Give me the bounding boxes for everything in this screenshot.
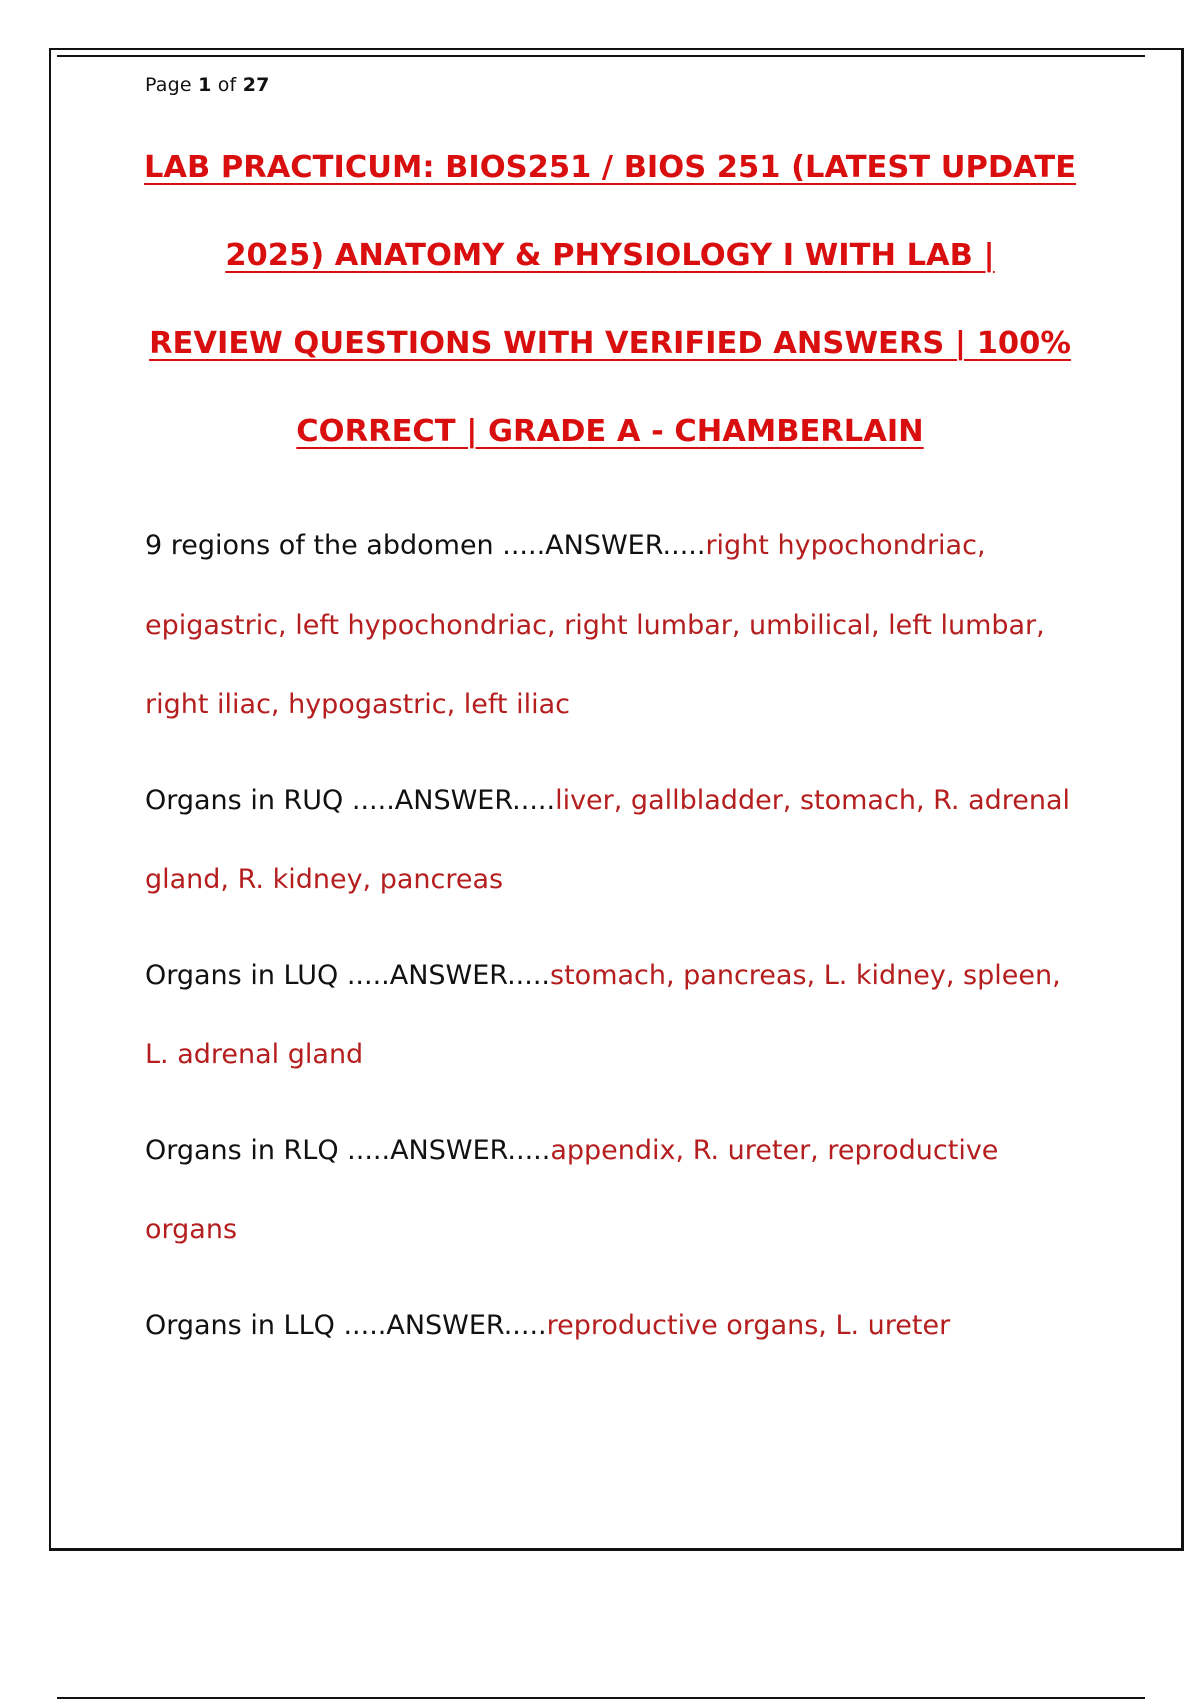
page-current: 1 — [198, 74, 212, 96]
title-line — [130, 140, 1090, 228]
answer-separator: .....ANSWER..... — [338, 1134, 551, 1166]
answer-text: appendix, R. ureter, reproductive organs — [145, 1134, 999, 1245]
document-title — [130, 140, 1090, 492]
page-label: Page — [145, 74, 192, 96]
question-text: Organs in RUQ — [145, 784, 344, 816]
qa-item — [145, 506, 1075, 745]
title-line — [130, 316, 1090, 404]
title-line — [130, 404, 1090, 492]
answer-separator: .....ANSWER..... — [493, 530, 706, 561]
page-total: 27 — [242, 74, 270, 96]
title-line — [130, 228, 1090, 316]
next-page-rule — [57, 1697, 1145, 1699]
answer-separator: .....ANSWER..... — [343, 784, 556, 816]
title-line-text: REVIEW QUESTIONS WITH VERIFIED ANSWERS | 100% — [149, 326, 1071, 361]
answer-text: reproductive organs, L. ureter — [546, 1309, 951, 1341]
answer-text: right hypochondriac, epigastric, left hypochondriac, right lumbar, umbilical, left lumbar, right iliac, hypogastric, left iliac — [145, 530, 1045, 720]
qa-item — [145, 936, 1075, 1095]
page-of: of — [217, 74, 237, 96]
title-line-text: CORRECT | GRADE A - CHAMBERLAIN — [296, 414, 924, 449]
answer-text: stomach, pancreas, L. kidney, spleen, L. adrenal gland — [145, 959, 1061, 1070]
page-counter — [145, 74, 270, 96]
answer-separator: .....ANSWER..... — [338, 959, 551, 991]
title-line-text: LAB PRACTICUM: BIOS251 / BIOS 251 (LATEST UPDATE — [143, 150, 1077, 185]
question-text: Organs in RLQ — [145, 1134, 339, 1166]
question-text: Organs in LLQ — [145, 1309, 335, 1341]
question-text: Organs in LUQ — [145, 959, 339, 991]
qa-list — [145, 506, 1075, 1381]
title-line-text: 2025) ANATOMY & PHYSIOLOGY I WITH LAB | — [225, 238, 995, 273]
qa-item — [145, 1286, 1075, 1366]
qa-item — [145, 1111, 1075, 1270]
answer-text: liver, gallbladder, stomach, R. adrenal gland, R. kidney, pancreas — [145, 784, 1071, 895]
answer-separator: .....ANSWER..... — [334, 1309, 547, 1341]
question-text: 9 regions of the abdomen — [145, 530, 494, 561]
qa-item — [145, 761, 1075, 920]
